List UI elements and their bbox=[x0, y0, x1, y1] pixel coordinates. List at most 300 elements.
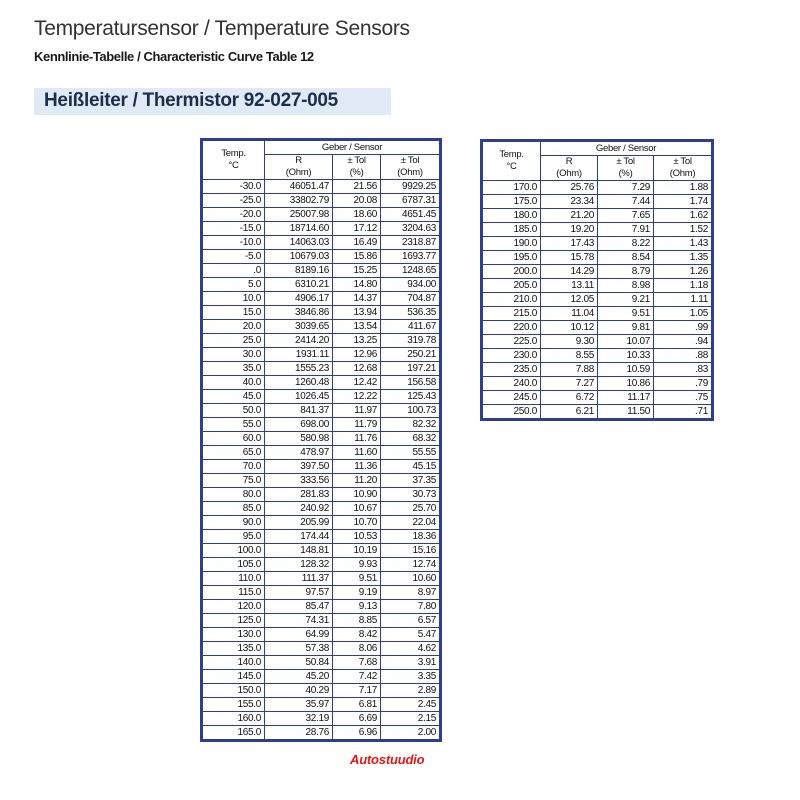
cell-tolerance-ohm: 18.36 bbox=[381, 530, 440, 544]
table-row bbox=[203, 278, 440, 292]
cell-temperature: 30.0 bbox=[203, 348, 265, 362]
cell-tolerance-percent: 8.42 bbox=[333, 628, 381, 642]
cell-tolerance-ohm: .83 bbox=[654, 363, 712, 377]
cell-tolerance-ohm: 68.32 bbox=[381, 432, 440, 446]
cell-temperature: 185.0 bbox=[483, 223, 541, 237]
cell-temperature: 5.0 bbox=[203, 278, 265, 292]
cell-tolerance-percent: 13.54 bbox=[333, 320, 381, 334]
cell-temperature: 115.0 bbox=[203, 586, 265, 600]
cell-tolerance-percent: 11.60 bbox=[333, 446, 381, 460]
column-header-resistance-unit: (Ohm) bbox=[285, 167, 312, 178]
column-header-tolerance-ohm bbox=[381, 155, 440, 180]
cell-tolerance-ohm: 3.91 bbox=[381, 656, 440, 670]
table-row bbox=[203, 530, 440, 544]
cell-resistance: 128.32 bbox=[265, 558, 333, 572]
table-row bbox=[203, 222, 440, 236]
cell-temperature: 250.0 bbox=[483, 405, 541, 419]
cell-temperature: -30.0 bbox=[203, 180, 265, 194]
cell-temperature: 180.0 bbox=[483, 209, 541, 223]
cell-temperature: 160.0 bbox=[203, 712, 265, 726]
cell-resistance: 205.99 bbox=[265, 516, 333, 530]
cell-tolerance-percent: 11.36 bbox=[333, 460, 381, 474]
cell-resistance: 7.27 bbox=[541, 377, 598, 391]
cell-tolerance-ohm: 250.21 bbox=[381, 348, 440, 362]
cell-resistance: 1931.11 bbox=[265, 348, 333, 362]
cell-resistance: 6.21 bbox=[541, 405, 598, 419]
table-row bbox=[483, 195, 712, 209]
cell-tolerance-ohm: 411.67 bbox=[381, 320, 440, 334]
page-subtitle: Kennlinie-Tabelle / Characteristic Curve Table 12 bbox=[34, 49, 314, 64]
cell-tolerance-percent: 8.54 bbox=[598, 251, 654, 265]
cell-resistance: 7.88 bbox=[541, 363, 598, 377]
cell-temperature: 120.0 bbox=[203, 600, 265, 614]
column-header-temp-label: Temp. bbox=[221, 148, 246, 159]
cell-resistance: 148.81 bbox=[265, 544, 333, 558]
cell-resistance: 478.97 bbox=[265, 446, 333, 460]
cell-resistance: 111.37 bbox=[265, 572, 333, 586]
cell-temperature: 155.0 bbox=[203, 698, 265, 712]
cell-temperature: 35.0 bbox=[203, 362, 265, 376]
cell-temperature: 85.0 bbox=[203, 502, 265, 516]
table-row bbox=[483, 363, 712, 377]
cell-tolerance-ohm: 1.35 bbox=[654, 251, 712, 265]
cell-tolerance-ohm: 2.15 bbox=[381, 712, 440, 726]
cell-tolerance-percent: 11.50 bbox=[598, 405, 654, 419]
cell-temperature: 80.0 bbox=[203, 488, 265, 502]
cell-resistance: 580.98 bbox=[265, 432, 333, 446]
cell-temperature: 20.0 bbox=[203, 320, 265, 334]
cell-temperature: 140.0 bbox=[203, 656, 265, 670]
cell-tolerance-ohm: 1.05 bbox=[654, 307, 712, 321]
cell-temperature: 75.0 bbox=[203, 474, 265, 488]
cell-tolerance-percent: 7.68 bbox=[333, 656, 381, 670]
cell-temperature: 225.0 bbox=[483, 335, 541, 349]
cell-tolerance-percent: 21.56 bbox=[333, 180, 381, 194]
table-row bbox=[203, 684, 440, 698]
table-row bbox=[203, 180, 440, 194]
table-row bbox=[483, 237, 712, 251]
column-header-temp-unit: °C bbox=[506, 161, 517, 172]
table-row bbox=[203, 712, 440, 726]
table-row bbox=[483, 391, 712, 405]
cell-resistance: 45.20 bbox=[265, 670, 333, 684]
table-row bbox=[203, 264, 440, 278]
column-header-resistance-label: R bbox=[295, 155, 302, 166]
cell-tolerance-percent: 8.79 bbox=[598, 265, 654, 279]
cell-tolerance-ohm: 9929.25 bbox=[381, 180, 440, 194]
column-group-header: Geber / Sensor bbox=[541, 142, 712, 156]
cell-temperature: 205.0 bbox=[483, 279, 541, 293]
page-title: Temperatursensor / Temperature Sensors bbox=[34, 17, 410, 40]
cell-temperature: 240.0 bbox=[483, 377, 541, 391]
cell-tolerance-percent: 15.25 bbox=[333, 264, 381, 278]
cell-tolerance-percent: 10.67 bbox=[333, 502, 381, 516]
column-header-tolerance-ohm-unit: (Ohm) bbox=[397, 167, 423, 178]
cell-tolerance-percent: 8.06 bbox=[333, 642, 381, 656]
cell-tolerance-ohm: 55.55 bbox=[381, 446, 440, 460]
table-row bbox=[483, 349, 712, 363]
cell-tolerance-percent: 11.17 bbox=[598, 391, 654, 405]
cell-tolerance-ohm: 1.18 bbox=[654, 279, 712, 293]
cell-resistance: 14.29 bbox=[541, 265, 598, 279]
table-row bbox=[203, 208, 440, 222]
cell-tolerance-percent: 10.53 bbox=[333, 530, 381, 544]
cell-tolerance-ohm: .94 bbox=[654, 335, 712, 349]
cell-tolerance-percent: 9.93 bbox=[333, 558, 381, 572]
watermark-text: Autostuudio bbox=[350, 752, 425, 767]
table-row bbox=[203, 250, 440, 264]
cell-resistance: 6.72 bbox=[541, 391, 598, 405]
cell-resistance: 10679.03 bbox=[265, 250, 333, 264]
cell-temperature: 105.0 bbox=[203, 558, 265, 572]
cell-temperature: 130.0 bbox=[203, 628, 265, 642]
cell-temperature: -15.0 bbox=[203, 222, 265, 236]
cell-resistance: 32.19 bbox=[265, 712, 333, 726]
table-row bbox=[483, 223, 712, 237]
cell-temperature: -25.0 bbox=[203, 194, 265, 208]
cell-tolerance-percent: 6.96 bbox=[333, 726, 381, 740]
cell-resistance: 281.83 bbox=[265, 488, 333, 502]
cell-resistance: 841.37 bbox=[265, 404, 333, 418]
cell-temperature: 175.0 bbox=[483, 195, 541, 209]
column-header-tolerance-ohm-unit: (Ohm) bbox=[669, 168, 696, 179]
cell-resistance: 13.11 bbox=[541, 279, 598, 293]
cell-resistance: 21.20 bbox=[541, 209, 598, 223]
cell-resistance: 85.47 bbox=[265, 600, 333, 614]
cell-resistance: 9.30 bbox=[541, 335, 598, 349]
cell-tolerance-ohm: .88 bbox=[654, 349, 712, 363]
cell-tolerance-ohm: 6.57 bbox=[381, 614, 440, 628]
cell-tolerance-percent: 11.97 bbox=[333, 404, 381, 418]
cell-tolerance-ohm: 22.04 bbox=[381, 516, 440, 530]
cell-resistance: 17.43 bbox=[541, 237, 598, 251]
table-row bbox=[483, 321, 712, 335]
cell-tolerance-percent: 9.13 bbox=[333, 600, 381, 614]
cell-tolerance-ohm: 82.32 bbox=[381, 418, 440, 432]
table-row bbox=[203, 572, 440, 586]
column-header-tolerance-ohm-label: ± Tol bbox=[673, 156, 692, 167]
table-row bbox=[203, 670, 440, 684]
cell-tolerance-ohm: 3204.63 bbox=[381, 222, 440, 236]
cell-tolerance-percent: 7.42 bbox=[333, 670, 381, 684]
cell-tolerance-ohm: 1.52 bbox=[654, 223, 712, 237]
cell-tolerance-ohm: 30.73 bbox=[381, 488, 440, 502]
table-row bbox=[483, 307, 712, 321]
cell-temperature: 245.0 bbox=[483, 391, 541, 405]
cell-tolerance-percent: 12.96 bbox=[333, 348, 381, 362]
cell-resistance: 333.56 bbox=[265, 474, 333, 488]
cell-resistance: 1026.45 bbox=[265, 390, 333, 404]
cell-resistance: 8189.16 bbox=[265, 264, 333, 278]
cell-tolerance-ohm: .75 bbox=[654, 391, 712, 405]
table-row bbox=[483, 279, 712, 293]
cell-resistance: 25.76 bbox=[541, 181, 598, 195]
cell-tolerance-ohm: 197.21 bbox=[381, 362, 440, 376]
cell-resistance: 46051.47 bbox=[265, 180, 333, 194]
cell-tolerance-percent: 7.91 bbox=[598, 223, 654, 237]
cell-tolerance-percent: 8.98 bbox=[598, 279, 654, 293]
table-row bbox=[483, 293, 712, 307]
cell-tolerance-ohm: 1.26 bbox=[654, 265, 712, 279]
table-row bbox=[483, 405, 712, 419]
cell-tolerance-ohm: 1.62 bbox=[654, 209, 712, 223]
characteristic-table-right bbox=[482, 141, 712, 419]
table-row bbox=[483, 377, 712, 391]
cell-temperature: 100.0 bbox=[203, 544, 265, 558]
table-row bbox=[483, 209, 712, 223]
cell-tolerance-percent: 10.33 bbox=[598, 349, 654, 363]
table-row bbox=[203, 460, 440, 474]
cell-temperature: 125.0 bbox=[203, 614, 265, 628]
cell-tolerance-percent: 6.69 bbox=[333, 712, 381, 726]
column-header-resistance bbox=[541, 156, 598, 181]
column-header-tolerance-percent bbox=[598, 156, 654, 181]
cell-tolerance-ohm: 934.00 bbox=[381, 278, 440, 292]
cell-tolerance-ohm: 5.47 bbox=[381, 628, 440, 642]
table-row bbox=[203, 586, 440, 600]
cell-resistance: 10.12 bbox=[541, 321, 598, 335]
cell-tolerance-percent: 11.76 bbox=[333, 432, 381, 446]
cell-temperature: 50.0 bbox=[203, 404, 265, 418]
cell-temperature: 190.0 bbox=[483, 237, 541, 251]
cell-tolerance-ohm: 10.60 bbox=[381, 572, 440, 586]
cell-tolerance-percent: 15.86 bbox=[333, 250, 381, 264]
table-row bbox=[203, 698, 440, 712]
cell-tolerance-ohm: 15.16 bbox=[381, 544, 440, 558]
cell-temperature: 135.0 bbox=[203, 642, 265, 656]
cell-tolerance-ohm: 1.43 bbox=[654, 237, 712, 251]
table-row bbox=[203, 656, 440, 670]
cell-tolerance-percent: 7.29 bbox=[598, 181, 654, 195]
product-banner-label: Heißleiter / Thermistor 92-027-005 bbox=[44, 90, 338, 111]
cell-tolerance-percent: 6.81 bbox=[333, 698, 381, 712]
cell-resistance: 698.00 bbox=[265, 418, 333, 432]
cell-tolerance-ohm: .99 bbox=[654, 321, 712, 335]
cell-resistance: 2414.20 bbox=[265, 334, 333, 348]
table-row bbox=[203, 614, 440, 628]
cell-tolerance-percent: 12.22 bbox=[333, 390, 381, 404]
table-row bbox=[203, 404, 440, 418]
cell-temperature: 65.0 bbox=[203, 446, 265, 460]
table-row bbox=[483, 181, 712, 195]
cell-resistance: 25007.98 bbox=[265, 208, 333, 222]
cell-tolerance-percent: 10.70 bbox=[333, 516, 381, 530]
table-row bbox=[203, 502, 440, 516]
cell-temperature: 10.0 bbox=[203, 292, 265, 306]
cell-tolerance-ohm: 1248.65 bbox=[381, 264, 440, 278]
cell-resistance: 40.29 bbox=[265, 684, 333, 698]
cell-tolerance-percent: 7.65 bbox=[598, 209, 654, 223]
cell-tolerance-percent: 10.07 bbox=[598, 335, 654, 349]
cell-tolerance-percent: 9.19 bbox=[333, 586, 381, 600]
cell-tolerance-ohm: .71 bbox=[654, 405, 712, 419]
cell-tolerance-ohm: 1.11 bbox=[654, 293, 712, 307]
cell-tolerance-ohm: 1.74 bbox=[654, 195, 712, 209]
table-row bbox=[203, 292, 440, 306]
cell-tolerance-percent: 11.79 bbox=[333, 418, 381, 432]
cell-tolerance-ohm: 704.87 bbox=[381, 292, 440, 306]
cell-tolerance-percent: 10.86 bbox=[598, 377, 654, 391]
cell-tolerance-percent: 17.12 bbox=[333, 222, 381, 236]
cell-temperature: 220.0 bbox=[483, 321, 541, 335]
table-row bbox=[203, 236, 440, 250]
table-row bbox=[203, 376, 440, 390]
cell-resistance: 6310.21 bbox=[265, 278, 333, 292]
cell-resistance: 57.38 bbox=[265, 642, 333, 656]
cell-temperature: 165.0 bbox=[203, 726, 265, 740]
cell-temperature: 195.0 bbox=[483, 251, 541, 265]
table-row bbox=[203, 362, 440, 376]
column-header-temp-label: Temp. bbox=[499, 149, 524, 160]
table-row bbox=[203, 306, 440, 320]
table-row bbox=[203, 516, 440, 530]
cell-resistance: 14063.03 bbox=[265, 236, 333, 250]
table-body-right bbox=[483, 181, 712, 419]
product-banner bbox=[34, 88, 391, 115]
cell-tolerance-percent: 9.51 bbox=[598, 307, 654, 321]
cell-tolerance-percent: 13.25 bbox=[333, 334, 381, 348]
cell-temperature: 170.0 bbox=[483, 181, 541, 195]
cell-temperature: -20.0 bbox=[203, 208, 265, 222]
cell-resistance: 174.44 bbox=[265, 530, 333, 544]
cell-tolerance-percent: 8.22 bbox=[598, 237, 654, 251]
cell-temperature: 60.0 bbox=[203, 432, 265, 446]
cell-tolerance-percent: 8.85 bbox=[333, 614, 381, 628]
cell-temperature: 70.0 bbox=[203, 460, 265, 474]
cell-tolerance-percent: 16.49 bbox=[333, 236, 381, 250]
cell-tolerance-ohm: 37.35 bbox=[381, 474, 440, 488]
cell-tolerance-ohm: 1693.77 bbox=[381, 250, 440, 264]
cell-temperature: 210.0 bbox=[483, 293, 541, 307]
cell-resistance: 12.05 bbox=[541, 293, 598, 307]
cell-resistance: 64.99 bbox=[265, 628, 333, 642]
column-header-tolerance-percent-unit: (%) bbox=[349, 167, 364, 178]
column-header-temp bbox=[203, 141, 265, 180]
table-row bbox=[203, 320, 440, 334]
cell-temperature: .0 bbox=[203, 264, 265, 278]
cell-resistance: 35.97 bbox=[265, 698, 333, 712]
table-body-left bbox=[203, 180, 440, 740]
cell-tolerance-ohm: 45.15 bbox=[381, 460, 440, 474]
cell-tolerance-percent: 9.81 bbox=[598, 321, 654, 335]
cell-temperature: 45.0 bbox=[203, 390, 265, 404]
table-row bbox=[203, 544, 440, 558]
table-row bbox=[203, 474, 440, 488]
cell-tolerance-percent: 14.37 bbox=[333, 292, 381, 306]
cell-temperature: 110.0 bbox=[203, 572, 265, 586]
cell-tolerance-ohm: 2318.87 bbox=[381, 236, 440, 250]
cell-tolerance-percent: 18.60 bbox=[333, 208, 381, 222]
table-row bbox=[483, 265, 712, 279]
cell-temperature: 230.0 bbox=[483, 349, 541, 363]
table-row bbox=[203, 642, 440, 656]
cell-resistance: 240.92 bbox=[265, 502, 333, 516]
cell-tolerance-ohm: 2.00 bbox=[381, 726, 440, 740]
table-row bbox=[203, 446, 440, 460]
cell-tolerance-ohm: 8.97 bbox=[381, 586, 440, 600]
cell-tolerance-percent: 14.80 bbox=[333, 278, 381, 292]
cell-tolerance-ohm: 100.73 bbox=[381, 404, 440, 418]
table-row bbox=[203, 726, 440, 740]
column-header-resistance-unit: (Ohm) bbox=[556, 168, 582, 179]
cell-resistance: 1555.23 bbox=[265, 362, 333, 376]
cell-tolerance-ohm: .79 bbox=[654, 377, 712, 391]
cell-tolerance-ohm: 125.43 bbox=[381, 390, 440, 404]
cell-temperature: 25.0 bbox=[203, 334, 265, 348]
column-header-tolerance-percent bbox=[333, 155, 381, 180]
cell-tolerance-percent: 9.21 bbox=[598, 293, 654, 307]
table-row bbox=[203, 334, 440, 348]
cell-tolerance-percent: 10.59 bbox=[598, 363, 654, 377]
cell-tolerance-ohm: 156.58 bbox=[381, 376, 440, 390]
cell-temperature: -10.0 bbox=[203, 236, 265, 250]
cell-resistance: 4906.17 bbox=[265, 292, 333, 306]
cell-tolerance-ohm: 1.88 bbox=[654, 181, 712, 195]
table-row bbox=[203, 628, 440, 642]
cell-resistance: 11.04 bbox=[541, 307, 598, 321]
cell-temperature: 150.0 bbox=[203, 684, 265, 698]
cell-tolerance-ohm: 7.80 bbox=[381, 600, 440, 614]
cell-resistance: 28.76 bbox=[265, 726, 333, 740]
cell-temperature: 40.0 bbox=[203, 376, 265, 390]
cell-tolerance-ohm: 6787.31 bbox=[381, 194, 440, 208]
table-row bbox=[203, 432, 440, 446]
table-row bbox=[203, 348, 440, 362]
table-row bbox=[203, 390, 440, 404]
table-row bbox=[483, 251, 712, 265]
cell-temperature: 145.0 bbox=[203, 670, 265, 684]
column-header-tolerance-ohm-label: ± Tol bbox=[400, 155, 420, 166]
cell-tolerance-percent: 20.08 bbox=[333, 194, 381, 208]
cell-tolerance-percent: 10.90 bbox=[333, 488, 381, 502]
column-header-temp-unit: °C bbox=[228, 160, 239, 171]
cell-temperature: 200.0 bbox=[483, 265, 541, 279]
column-header-tolerance-percent-label: ± Tol bbox=[347, 155, 366, 166]
cell-tolerance-ohm: 12.74 bbox=[381, 558, 440, 572]
cell-tolerance-ohm: 2.89 bbox=[381, 684, 440, 698]
column-header-tolerance-percent-unit: (%) bbox=[618, 168, 633, 179]
cell-resistance: 18714.60 bbox=[265, 222, 333, 236]
cell-resistance: 397.50 bbox=[265, 460, 333, 474]
cell-tolerance-ohm: 319.78 bbox=[381, 334, 440, 348]
cell-tolerance-percent: 11.20 bbox=[333, 474, 381, 488]
table-row bbox=[483, 335, 712, 349]
cell-temperature: 215.0 bbox=[483, 307, 541, 321]
column-header-resistance-label: R bbox=[565, 156, 573, 167]
cell-tolerance-ohm: 4651.45 bbox=[381, 208, 440, 222]
cell-temperature: 90.0 bbox=[203, 516, 265, 530]
table-row bbox=[203, 418, 440, 432]
cell-tolerance-ohm: 25.70 bbox=[381, 502, 440, 516]
cell-resistance: 97.57 bbox=[265, 586, 333, 600]
cell-temperature: 55.0 bbox=[203, 418, 265, 432]
cell-resistance: 8.55 bbox=[541, 349, 598, 363]
cell-tolerance-percent: 13.94 bbox=[333, 306, 381, 320]
cell-tolerance-percent: 7.44 bbox=[598, 195, 654, 209]
cell-temperature: 15.0 bbox=[203, 306, 265, 320]
cell-temperature: 235.0 bbox=[483, 363, 541, 377]
column-header-tolerance-percent-label: ± Tol bbox=[616, 156, 635, 167]
cell-tolerance-percent: 9.51 bbox=[333, 572, 381, 586]
column-header-temp bbox=[483, 142, 541, 181]
cell-resistance: 1260.48 bbox=[265, 376, 333, 390]
column-header-resistance bbox=[265, 155, 333, 180]
column-header-tolerance-ohm bbox=[654, 156, 712, 181]
cell-tolerance-percent: 12.68 bbox=[333, 362, 381, 376]
cell-resistance: 74.31 bbox=[265, 614, 333, 628]
cell-tolerance-percent: 10.19 bbox=[333, 544, 381, 558]
table-row bbox=[203, 194, 440, 208]
